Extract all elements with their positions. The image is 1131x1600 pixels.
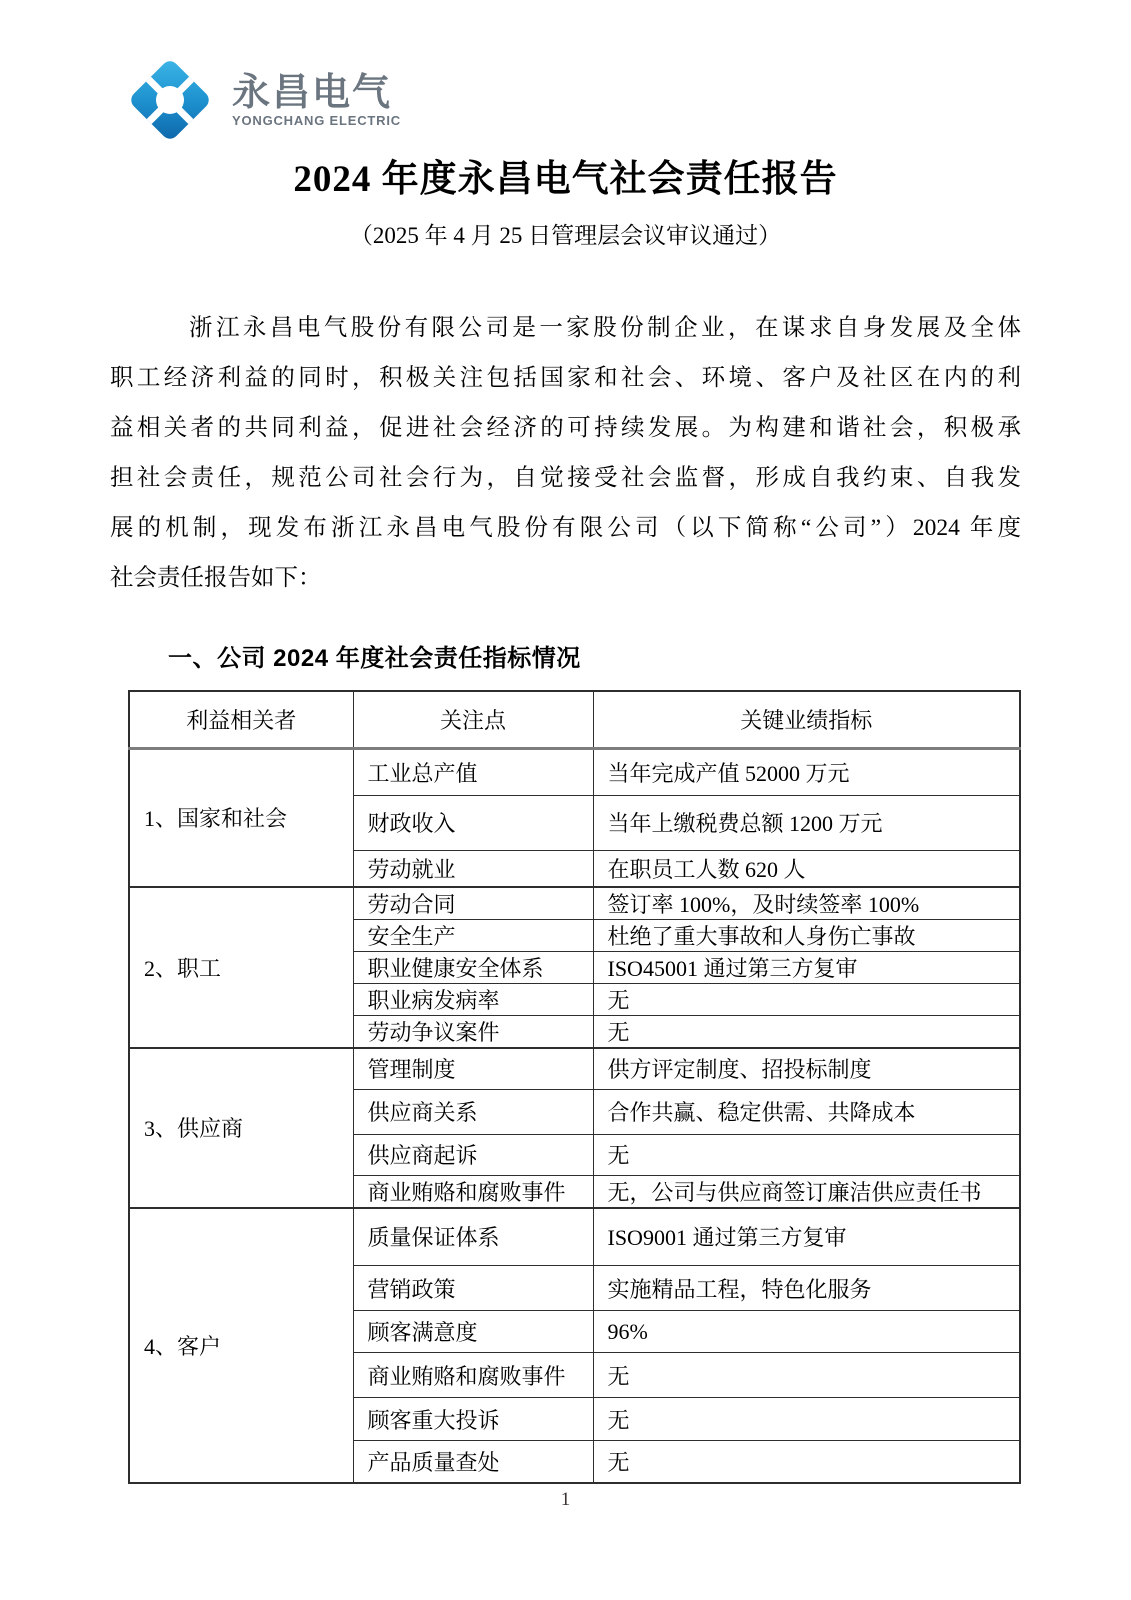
company-logo bbox=[126, 56, 401, 144]
page-number: 1 bbox=[560, 1489, 571, 1510]
focus-cell: 财政收入 bbox=[353, 795, 593, 850]
kpi-cell: 供方评定制度、招投标制度 bbox=[593, 1048, 1020, 1089]
stakeholder-cell: 1、国家和社会 bbox=[129, 748, 353, 887]
focus-cell: 供应商起诉 bbox=[353, 1134, 593, 1175]
paragraph-line: 职工经济利益的同时，积极关注包括国家和社会、环境、客户及社区在内的利 bbox=[110, 365, 1021, 391]
stakeholder-cell: 3、供应商 bbox=[129, 1048, 353, 1208]
intro-paragraph bbox=[110, 303, 1021, 603]
focus-cell: 职业病发病率 bbox=[353, 984, 593, 1016]
focus-cell: 供应商关系 bbox=[353, 1089, 593, 1134]
kpi-cell: 无 bbox=[593, 1398, 1020, 1441]
focus-cell: 管理制度 bbox=[353, 1048, 593, 1089]
table-row bbox=[129, 1208, 1020, 1266]
focus-cell: 劳动合同 bbox=[353, 887, 593, 920]
logo-text-block bbox=[232, 73, 401, 128]
focus-cell: 工业总产值 bbox=[353, 748, 593, 795]
focus-cell: 顾客满意度 bbox=[353, 1311, 593, 1353]
table-row bbox=[129, 887, 1020, 920]
stakeholder-cell: 2、职工 bbox=[129, 887, 353, 1048]
kpi-cell: 合作共赢、稳定供需、共降成本 bbox=[593, 1089, 1020, 1134]
focus-cell: 安全生产 bbox=[353, 920, 593, 952]
kpi-cell: 无 bbox=[593, 984, 1020, 1016]
kpi-cell: 杜绝了重大事故和人身伤亡事故 bbox=[593, 920, 1020, 952]
table-header-row bbox=[129, 691, 1020, 748]
logo-diamond-icon bbox=[126, 56, 214, 144]
focus-cell: 顾客重大投诉 bbox=[353, 1398, 593, 1441]
col-header-focus: 关注点 bbox=[353, 691, 593, 748]
focus-cell: 商业贿赂和腐败事件 bbox=[353, 1175, 593, 1208]
paragraph-line: 展的机制，现发布浙江永昌电气股份有限公司（以下简称“公司”）2024 年度 bbox=[110, 515, 1021, 541]
kpi-cell: 无 bbox=[593, 1441, 1020, 1483]
focus-cell: 职业健康安全体系 bbox=[353, 952, 593, 984]
paragraph-line: 担社会责任，规范公司社会行为，自觉接受社会监督，形成自我约束、自我发 bbox=[110, 465, 1021, 491]
kpi-cell: ISO9001 通过第三方复审 bbox=[593, 1208, 1020, 1266]
col-header-kpi: 关键业绩指标 bbox=[593, 691, 1020, 748]
focus-cell: 劳动就业 bbox=[353, 850, 593, 887]
report-subtitle: （2025 年 4 月 25 日管理层会议审议通过） bbox=[349, 223, 782, 248]
focus-cell: 营销政策 bbox=[353, 1266, 593, 1311]
kpi-cell: 当年完成产值 52000 万元 bbox=[593, 748, 1020, 795]
paragraph-line: 浙江永昌电气股份有限公司是一家股份制企业，在谋求自身发展及全体 bbox=[189, 315, 1021, 341]
kpi-cell: 签订率 100%，及时续签率 100% bbox=[593, 887, 1020, 920]
kpi-cell: 实施精品工程，特色化服务 bbox=[593, 1266, 1020, 1311]
csr-indicator-table bbox=[128, 690, 1021, 1484]
kpi-cell: 无 bbox=[593, 1134, 1020, 1175]
logo-company-name-en: YONGCHANG ELECTRIC bbox=[232, 112, 401, 128]
kpi-cell: 无 bbox=[593, 1353, 1020, 1398]
kpi-cell: 无，公司与供应商签订廉洁供应责任书 bbox=[593, 1175, 1020, 1208]
stakeholder-cell: 4、客户 bbox=[129, 1208, 353, 1483]
kpi-cell: 96% bbox=[593, 1311, 1020, 1353]
focus-cell: 劳动争议案件 bbox=[353, 1016, 593, 1049]
kpi-cell: 在职员工人数 620 人 bbox=[593, 850, 1020, 887]
kpi-cell: 当年上缴税费总额 1200 万元 bbox=[593, 795, 1020, 850]
paragraph-line: 益相关者的共同利益，促进社会经济的可持续发展。为构建和谐社会，积极承 bbox=[110, 415, 1021, 441]
col-header-stakeholder: 利益相关者 bbox=[129, 691, 353, 748]
focus-cell: 产品质量查处 bbox=[353, 1441, 593, 1483]
kpi-cell: ISO45001 通过第三方复审 bbox=[593, 952, 1020, 984]
report-title: 2024 年度永昌电气社会责任报告 bbox=[293, 159, 838, 200]
section-one-heading: 一、公司 2024 年度社会责任指标情况 bbox=[168, 645, 581, 672]
logo-company-name-cn: 永昌电气 bbox=[232, 71, 393, 114]
table-row bbox=[129, 748, 1020, 795]
paragraph-line: 社会责任报告如下： bbox=[110, 565, 322, 591]
focus-cell: 质量保证体系 bbox=[353, 1208, 593, 1266]
kpi-cell: 无 bbox=[593, 1016, 1020, 1049]
focus-cell: 商业贿赂和腐败事件 bbox=[353, 1353, 593, 1398]
table-row bbox=[129, 1048, 1020, 1089]
